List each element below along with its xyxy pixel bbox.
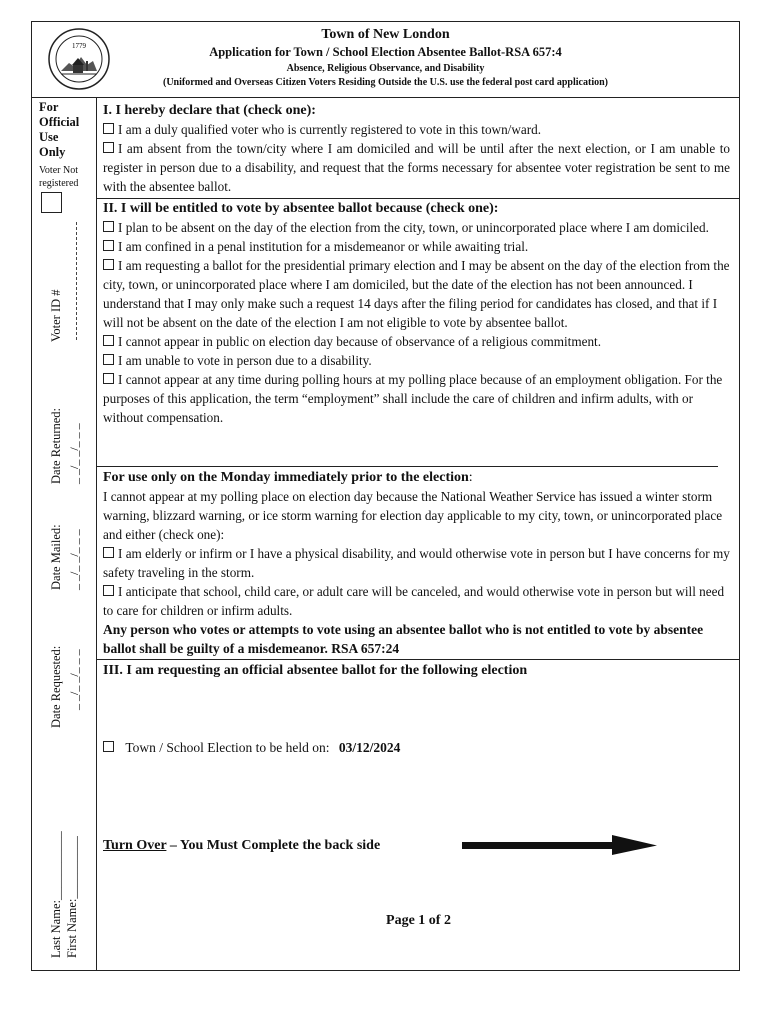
turn-over-label: Turn Over xyxy=(103,838,167,853)
monday-option-2[interactable]: I anticipate that school, child care, or adult care will be canceled, and would otherwise vote in person but will need to care for children or infirm adults. xyxy=(103,584,725,618)
date-requested-blank: _ _/_ _/_ _ _ xyxy=(67,649,81,710)
checkbox[interactable] xyxy=(103,373,114,384)
section-2-option-2[interactable]: I am confined in a penal institution for a misdemeanor or while awaiting trial. xyxy=(103,237,730,256)
checkbox[interactable] xyxy=(103,259,114,270)
checkbox[interactable] xyxy=(103,221,114,232)
turn-over-text: – You Must Complete the back side xyxy=(166,838,381,853)
checkbox[interactable] xyxy=(103,123,114,134)
election-option[interactable] xyxy=(103,738,730,757)
voter-not-registered-checkbox[interactable] xyxy=(41,192,62,213)
last-name-field[interactable]: Last Name:___________ xyxy=(49,831,63,958)
checkbox[interactable] xyxy=(103,240,114,251)
section-1 xyxy=(103,101,730,196)
section-1-option-1[interactable]: I am a duly qualified voter who is currently registered to vote in this town/ward. xyxy=(103,120,730,139)
section-2-option-5[interactable]: I am unable to vote in person due to a disability. xyxy=(103,351,730,370)
monday-intro: I cannot appear at my polling place on election day because the National Weather Service has issued a winter storm warning, blizzard warning, or ice storm warning for election day applicable to my city, town, or unincorporated place and either (check one): xyxy=(103,489,723,542)
official-use-column xyxy=(31,98,97,971)
monday-option-1[interactable]: I am elderly or infirm or I have a physical disability, and would otherwise vote in person but I have concerns for my safety traveling in the storm. xyxy=(103,546,730,580)
checkbox[interactable] xyxy=(103,547,114,558)
election-label: Town / School Election to be held on: xyxy=(125,740,330,755)
section-2-option-1[interactable]: I plan to be absent on the day of the election from the city, town, or unincorporated place where I am domiciled. xyxy=(103,218,730,237)
form-header xyxy=(31,21,740,98)
date-mailed-label: Date Mailed: xyxy=(49,524,63,590)
section-2-heading: II. I will be entitled to vote by absentee ballot because (check one): xyxy=(103,201,499,216)
date-mailed-blank: _ _/_ _/_ _ _ xyxy=(67,529,81,590)
checkbox[interactable] xyxy=(103,585,114,596)
checkbox[interactable] xyxy=(103,142,114,153)
checkbox[interactable] xyxy=(103,741,114,752)
monday-section: For use only on the Monday immediately prior to the election: I cannot appear at my polling place on election day because the National Weather Service has issued a winter storm warning, blizzard warning, or ice storm warning for election day applicable to my city, town, or unincorporated place and either (check one): I am elderly or infirm or I have a physical disability, and would otherwise vote in person but I have concerns for my safety traveling in the storm. I anticipate that school, child care, or adult care will be canceled, and would otherwise vote in person but will need to care for children or infirm adults. Any person who votes or attempts to vote using an absentee ballot who is not entitled to vote by absentee ballot shall be guilty of a misdemeanor. RSA 657:24 xyxy=(103,470,730,656)
form-title: Application for Town / School Election Absentee Ballot-RSA 657:4 xyxy=(209,45,562,59)
form-note: (Uniformed and Overseas Citizen Voters Residing Outside the U.S. use the federal post card application) xyxy=(163,77,608,88)
date-returned-label: Date Returned: xyxy=(49,407,63,484)
voter-id-label: Voter ID # xyxy=(49,289,63,342)
first-name-field[interactable]: First Name:__________ xyxy=(65,836,79,958)
voter-id-blank xyxy=(76,222,77,340)
voter-not-registered-label: Voter Not registered xyxy=(39,165,79,189)
checkbox[interactable] xyxy=(103,354,114,365)
section-3 xyxy=(103,661,730,680)
section-2-option-4[interactable]: I cannot appear in public on election day because of observance of a religious commitment. xyxy=(103,332,730,351)
date-returned-blank: _ _/_ _/_ _ _ xyxy=(67,423,81,484)
section-1-option-2[interactable]: I am absent from the town/city where I am domiciled and will be until after the next election, or I am unable to register in person due to a disability, and request that the forms necessary for absentee voter registration be sent to me with the absentee ballot. xyxy=(103,141,730,194)
election-date: 03/12/2024 xyxy=(338,740,401,755)
section-1-heading: I. I hereby declare that (check one): xyxy=(103,103,316,118)
divider xyxy=(97,659,740,660)
section-2 xyxy=(103,199,730,427)
divider xyxy=(97,466,718,467)
official-use-label: For Official Use Only xyxy=(39,100,80,159)
page-number: Page 1 of 2 xyxy=(386,913,451,928)
monday-heading: For use only on the Monday immediately prior to the election xyxy=(103,470,469,485)
section-3-heading: III. I am requesting an official absentee ballot for the following election xyxy=(103,663,528,678)
misdemeanor-warning: Any person who votes or attempts to vote using an absentee ballot who is not entitled to vote by absentee ballot shall be guilty of a misdemeanor. RSA 657:24 xyxy=(103,622,704,656)
section-2-option-3[interactable]: I am requesting a ballot for the presidential primary election and I may be absent on the day of the election from the city, town, or unincorporated place where I am domiciled, but the date of the election has not been announced. I understand that I may only make such a request 14 days after the filing period for candidates has closed, and that if I will not be absent on the date of the election I am not eligible to vote by absentee ballot. xyxy=(103,258,730,330)
arrow-right-icon xyxy=(462,834,658,856)
town-name: Town of New London xyxy=(321,27,450,42)
checkbox[interactable] xyxy=(103,335,114,346)
seal-year: 1779 xyxy=(72,42,86,50)
date-requested-label: Date Requested: xyxy=(49,645,63,728)
section-2-option-6[interactable]: I cannot appear at any time during polling hours at my polling place because of an employment obligation. For the purposes of this application, the term “employment” shall include the care of children and infirm adults, with or without compensation. xyxy=(103,372,723,425)
form-subtitle: Absence, Religious Observance, and Disability xyxy=(286,63,485,74)
